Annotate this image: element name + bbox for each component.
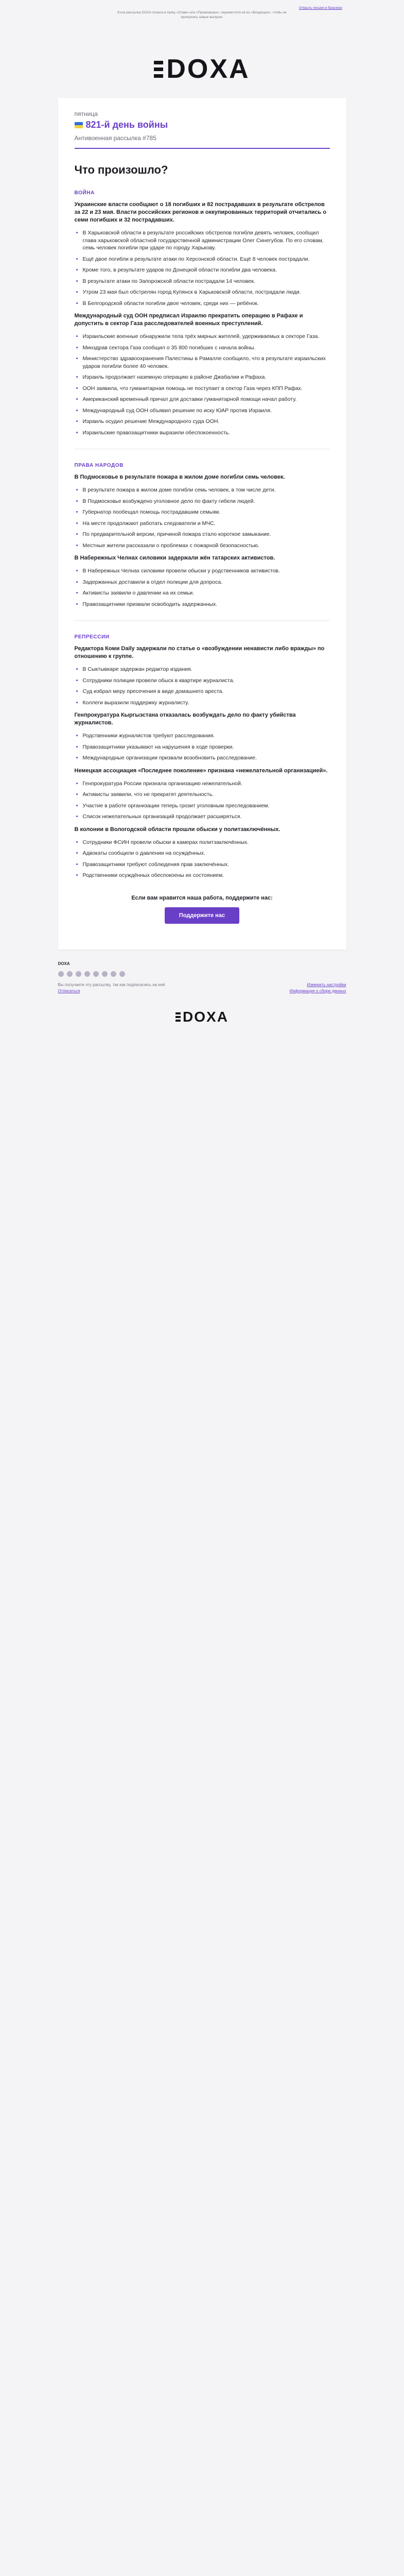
news-item: • Список нежелательных организаций продолжает расширяться. [83,813,330,821]
news-item: • Суд избрал меру пресечения в виде домашнего ареста. [83,688,330,696]
news-list [75,732,330,762]
news-lead: В Набережных Челнах силовики задержали жён татарских активистов. [74,555,275,561]
news-item: • Родственники журналистов требуют расследования. [83,732,330,740]
footer-logo-text: DOXA [183,1008,229,1025]
news-item: • Адвокаты сообщили о давлении на осуждённых. [83,850,330,857]
news-item: • В Подмосковье возбуждено уголовное дело по факту гибели людей. [83,498,330,505]
news-item: • В результате атаки по Запорожской области пострадали 14 человек. [83,278,330,285]
social-icons [58,971,346,977]
news-lead: Генпрокуратура Кыргызстана отказалась возбуждать дело по факту убийства журналистов. [74,712,296,726]
day-title-text: 821-й день войны [85,120,168,130]
news-list [75,780,330,821]
news-item: • Министерство здравоохранения Палестины в Рамалле сообщило, что в результате израильских ударов погибли более 40 человек. [83,355,330,370]
telegram-icon[interactable] [58,971,64,977]
news-item: • Международные организации призвали возобновить расследование. [83,754,330,762]
news-item: • Израиль осудил решение Международного суда ООН. [83,418,330,426]
news-item: • Правозащитники призвали освободить задержанных. [83,601,330,608]
news-list [75,229,330,307]
news-item: • Правозащитники указывают на нарушения в ходе проверки. [83,743,330,751]
news-item: • Родственники осуждённых обеспокоены их состоянием. [83,872,330,879]
news-item: • В Набережных Челнах силовики провели обыски у родственников активистов. [83,567,330,575]
news-item: • В Белгородской области погибли двое человек, среди них — ребёнок. [83,300,330,308]
news-item: • Утром 23 мая был обстрелян город Купянск в Харьковской области, пострадали люди. [83,289,330,296]
section-divider [75,620,330,621]
footer [58,961,346,1024]
news-list [75,839,330,879]
privacy-link[interactable]: Информация о сборе данных [289,988,346,993]
news-item: • Ещё двое погибли в результате атаки по Херсонской области. Ещё 8 человек пострадали. [83,256,330,263]
news-list [75,567,330,608]
news-lead: Редактора Коми Daily задержали по статье о «возбуждении ненависти либо вражды» по отношению к группе. [74,646,325,659]
news-item: • Израильские правозащитники выразили обеспокоенность. [83,429,330,437]
news-lead: В Подмосковье в результате пожара в жилом доме погибли семь человек. [74,474,285,480]
open-in-browser-link[interactable]: Открыть письмо в браузере [298,6,342,10]
footer-logo-mark-icon [175,1012,181,1022]
news-item: • Участие в работе организации теперь грозит уголовным преследованием. [83,802,330,810]
section-heading: ПРАВА НАРОДОВ [74,463,124,468]
cta-text: Если вам нравится наша работа, поддержите нас: [131,894,273,901]
news-item: • Израиль продолжает наземную операцию в районе Джабалии и Рафаха. [83,374,330,381]
vk-icon[interactable] [67,971,73,977]
weekday: пятница [74,110,98,117]
top-note: Если рассылка DOXA попала в папку «Спам» или «Промоакции», переместите её во «Входящие», чтобы не пропускать новые выпуски. [117,11,287,19]
footer-logo [58,1010,346,1024]
footer-left [58,982,166,994]
news-item: • Коллеги выразили поддержку журналисту. [83,699,330,707]
news-item: • В результате пожара в жилом доме погибли семь человек, в том числе дети. [83,486,330,494]
intro-heading: Что произошло? [74,163,168,176]
news-item: • Минздрав сектора Газа сообщил о 35 800 погибших с начала войны. [83,344,330,352]
news-list [75,666,330,706]
news-item: • Сотрудники ФСИН провели обыски в камерах политзаключённых. [83,839,330,846]
news-lead: В колонии в Вологодской области прошли обыски у политзаключённых. [74,826,280,833]
section-heading: ВОЙНА [74,190,95,196]
news-item: • В Харьковской области в результате российских обстрелов погибли девять человек, сообщил глава харьковской областной государственной администрации Олег Синегубов. По его словам, семь человек погибли при ударе по городу Харькову. [83,229,330,252]
news-lead: Украинские власти сообщают о 18 погибших и 82 пострадавших в результате обстрелов за 22 и 23 мая. Власти российских регионов и оккупированных территорий отчитались о семи погибших и 32 пострадавших. [74,201,327,223]
facebook-icon[interactable] [102,971,108,977]
mail-icon[interactable] [119,971,125,977]
news-item: • Местные жители рассказали о проблемах с пожарной безопасностью. [83,542,330,550]
ukraine-flag-icon [75,122,83,128]
newsletter-card [58,98,346,950]
news-item: • ООН заявила, что гуманитарная помощь не поступает в сектор Газа через КПП Рафах. [83,385,330,393]
footer-brand: DOXA [58,961,70,966]
twitter-icon[interactable] [93,971,99,977]
unsubscribe-link[interactable]: Отписаться [58,988,80,993]
news-item: • На месте продолжают работать следователи и МЧС. [83,520,330,528]
news-item: • Израильские военные обнаружили тела трёх мирных жителей, удерживаемых в секторе Газа. [83,333,330,341]
news-item: • Сотрудники полиции провели обыск в квартире журналиста. [83,677,330,685]
doxa-logo [0,56,404,82]
logo-text: DOXA [166,54,250,84]
news-item: • Кроме того, в результате ударов по Донецкой области погибли два человека. [83,266,330,274]
news-item: • В Сыктывкаре задержан редактор издания. [83,666,330,673]
news-item: • Правозащитники требуют соблюдения прав заключённых. [83,861,330,869]
news-item: • Задержанных доставили в отдел полиции для допроса. [83,579,330,586]
cta-block [75,895,330,924]
sections-container [75,190,330,879]
footer-links [58,982,346,994]
news-list [75,486,330,549]
news-item: • Губернатор пообещал помощь пострадавшим семьям. [83,509,330,516]
instagram-icon[interactable] [76,971,81,977]
logo-mark-icon [154,61,163,78]
news-item: • Активисты заявили, что не прекратят деятельность. [83,791,330,799]
tiktok-icon[interactable] [111,971,116,977]
youtube-icon[interactable] [84,971,90,977]
day-title [75,120,330,130]
news-item: • Американский временный причал для доставки гуманитарной помощи начал работу. [83,396,330,403]
issue-number: Антивоенная рассылка #785 [75,134,330,149]
settings-link[interactable]: Изменить настройки [307,982,346,987]
news-item: • Активисты заявили о давлении на их семьи. [83,589,330,597]
news-lead: Международный суд ООН предписал Израилю прекратить операцию в Рафахе и допустить в сектор Газа расследователей военных преступлений. [74,313,303,327]
news-item: • Генпрокуратура России признала организацию нежелательной. [83,780,330,788]
donate-button[interactable]: Поддержите нас [165,907,239,924]
footer-left-line: Вы получаете эту рассылку, так как подписались на неё. [58,982,166,987]
news-lead: Немецкая ассоциация «Последнее поколение» признана «нежелательной организацией». [74,767,328,774]
news-item: • По предварительной версии, причиной пожара стало короткое замыкание. [83,531,330,538]
top-strip [0,0,404,20]
footer-right [290,982,346,994]
news-list [75,333,330,436]
section-heading: РЕПРЕССИИ [74,634,110,640]
news-item: • Международный суд ООН объявил решение по иску ЮАР против Израиля. [83,407,330,415]
